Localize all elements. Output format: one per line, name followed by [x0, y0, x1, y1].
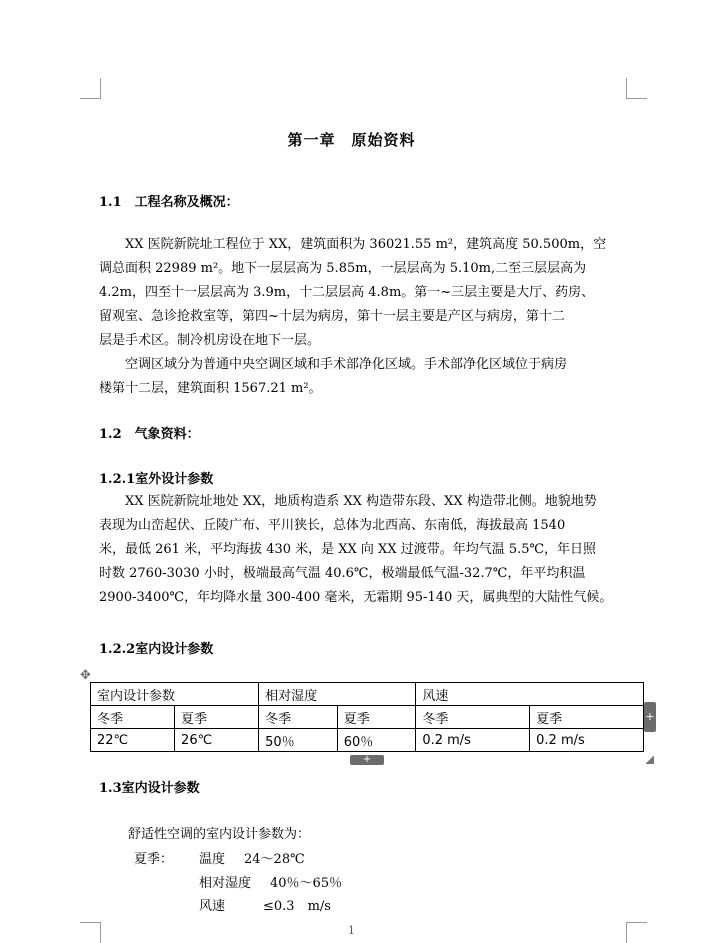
- table-cell[interactable]: 0.2 m/s: [416, 729, 530, 752]
- paragraph-project-overview: [99, 233, 621, 353]
- param-label: 温度: [199, 852, 226, 867]
- heading-1-1: 1.1 工程名称及概况：: [99, 195, 239, 210]
- param-value: 40％～65％: [270, 876, 343, 891]
- add-row-icon[interactable]: +: [350, 755, 384, 765]
- table-group-header[interactable]: 室内设计参数: [91, 683, 259, 706]
- table-row: [91, 683, 644, 706]
- table-cell[interactable]: 50％: [259, 729, 338, 752]
- table-cell[interactable]: 夏季: [175, 706, 259, 729]
- heading-1-2-2: 1.2.2室内设计参数: [99, 642, 214, 657]
- table-cell[interactable]: 夏季: [530, 706, 644, 729]
- text-line: 层是手术区。制冷机房设在地下一层。: [99, 333, 321, 348]
- table-cell[interactable]: 22℃: [91, 729, 175, 752]
- table-row: [91, 729, 644, 752]
- add-column-icon[interactable]: +: [644, 702, 656, 732]
- page-number: 1: [348, 924, 355, 937]
- text-line: 表现为山峦起伏、丘陵广布、平川狭长，总体为北西高、东南低，海拔最高 1540: [99, 518, 566, 533]
- text-line: 2900-3400℃，年均降水量 300-400 毫米，无霜期 95-140 天，属典型的大陆性气候。: [99, 590, 613, 605]
- page-corner-mark: [626, 78, 647, 99]
- param-value: ≤0.3 m/s: [263, 899, 331, 914]
- indoor-params-table: [90, 682, 644, 752]
- text-line: 楼第十二层，建筑面积 1567.21 m²。: [99, 381, 322, 396]
- table-cell[interactable]: 0.2 m/s: [530, 729, 644, 752]
- text-line: 4.2m，四至十一层层高为 3.9m，十二层层高 4.8m。第一~三层主要是大厅、药房、: [99, 285, 595, 300]
- chapter-title: 第一章 原始资料: [287, 131, 416, 149]
- table-cell[interactable]: 60％: [337, 729, 416, 752]
- param-value: 24～28℃: [244, 852, 305, 867]
- text-line: XX 医院新院址工程位于 XX，建筑面积为 36021.55 m²，建筑高度 50.500m，空: [125, 237, 607, 252]
- table-group-header[interactable]: 相对湿度: [259, 683, 416, 706]
- text-line: 空调区域分为普通中央空调区域和手术部净化区域。手术部净化区域位于病房: [125, 357, 568, 372]
- text-line: 调总面积 22989 m²。地下一层层高为 5.85m，一层层高为 5.10m,二至三层层高为: [99, 261, 587, 276]
- table-group-header[interactable]: 风速: [416, 683, 644, 706]
- paragraph-ac-zones: [99, 353, 621, 401]
- heading-1-2: 1.2 气象资料：: [99, 427, 200, 442]
- comfort-params-intro: 舒适性空调的室内设计参数为：: [128, 827, 311, 842]
- text-line: XX 医院新院址地处 XX，地质构造系 XX 构造带东段、XX 构造带北侧。地貌地势: [125, 494, 597, 509]
- table-cell[interactable]: 26℃: [175, 729, 259, 752]
- param-label: 风速: [199, 899, 226, 914]
- table-cell[interactable]: 冬季: [259, 706, 338, 729]
- text-line: 留观室、急诊抢救室等，第四~十层为病房，第十一层主要是产区与病房，第十二: [99, 309, 565, 324]
- table-cell[interactable]: 夏季: [337, 706, 416, 729]
- move-handle-icon[interactable]: ✥: [80, 668, 91, 683]
- paragraph-outdoor-params: [99, 490, 621, 610]
- page-corner-mark: [80, 78, 101, 99]
- table-cell[interactable]: 冬季: [416, 706, 530, 729]
- heading-1-2-1: 1.2.1室外设计参数: [99, 472, 214, 487]
- text-line: 时数 2760-3030 小时，极端最高气温 40.6℃，极端最低气温-32.7℃，年平均积温: [99, 566, 586, 581]
- season-label: 夏季：: [134, 852, 174, 867]
- heading-1-3: 1.3室内设计参数: [99, 781, 200, 796]
- resize-handle-icon[interactable]: [646, 756, 654, 764]
- table-cell[interactable]: 冬季: [91, 706, 175, 729]
- param-label: 相对湿度: [199, 876, 252, 891]
- text-line: 米，最低 261 米，平均海拔 430 米，是 XX 向 XX 过渡带。年均气温 5.5℃，年日照: [99, 542, 597, 557]
- table-row: [91, 706, 644, 729]
